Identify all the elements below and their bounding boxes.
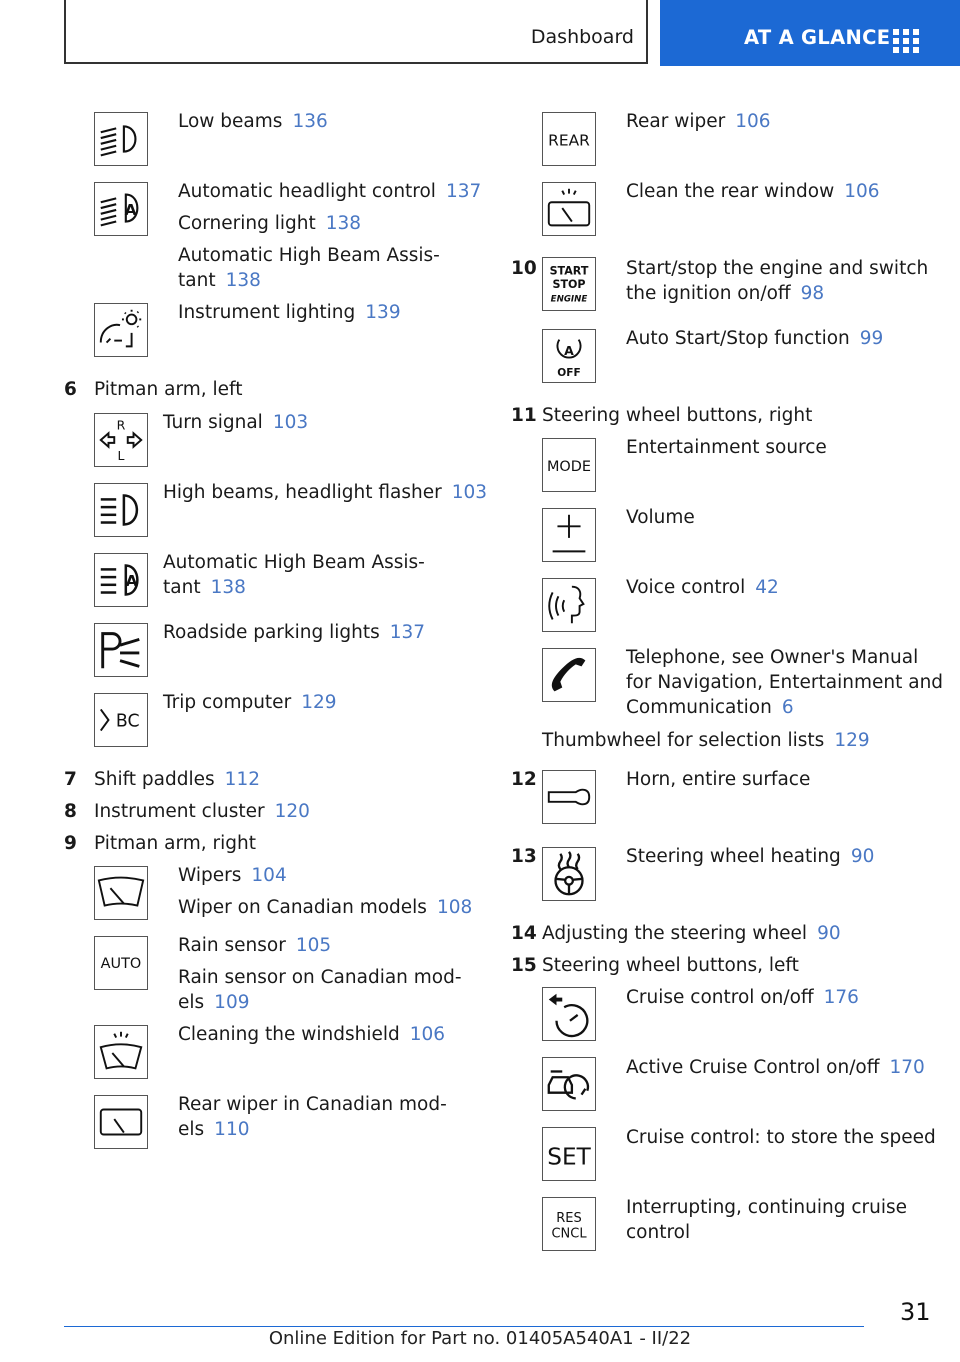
list-item: Instrument lighting 139 (178, 302, 401, 323)
page-ref-link[interactable]: 138 (225, 270, 261, 291)
page-ref-link[interactable]: 138 (210, 577, 246, 598)
list-item: Auto Start/Stop function 99 (626, 328, 884, 349)
page-ref-link[interactable]: 138 (325, 213, 362, 234)
list-item: Rear wiper 106 (626, 111, 771, 132)
list-item-heading: Shift paddles 112 (94, 769, 260, 790)
list-item: Cruise control: to store the speed (626, 1127, 936, 1148)
icon-a-label: A (564, 343, 574, 359)
item-number: 11 (511, 405, 537, 426)
item-number: 15 (511, 955, 537, 976)
icon-auto-label: AUTO (100, 955, 142, 972)
list-item: Steering wheel heating 90 (626, 846, 875, 867)
footer-edition-text: Online Edition for Part no. 01405A540A1 - II/22 (268, 1328, 692, 1349)
list-item: Wipers 104 (178, 865, 287, 886)
list-item: for Navigation, Entertainment and (626, 672, 944, 693)
icon-set-label: SET (547, 1144, 591, 1171)
grid-menu-icon[interactable] (893, 29, 923, 53)
page-ref-link[interactable]: 108 (436, 897, 473, 918)
icon-bc-label: BC (115, 711, 140, 732)
page-ref-link[interactable]: 129 (301, 692, 337, 713)
list-item: Rear wiper in Canadian mod- (178, 1094, 447, 1115)
item-number: 8 (64, 801, 77, 822)
volume-icon (542, 508, 596, 562)
page-ref-link[interactable]: 176 (823, 987, 859, 1008)
list-item: Start/stop the engine and switch (626, 258, 929, 279)
page-ref-link[interactable]: 137 (445, 181, 482, 202)
page-ref-link[interactable]: 6 (781, 697, 794, 718)
icon-letter-l: L (117, 448, 125, 464)
page-ref-link[interactable]: 136 (292, 111, 328, 132)
list-item: Cruise control on/off 176 (626, 987, 859, 1008)
list-item: Cornering light 138 (178, 213, 362, 234)
icon-mode-label: MODE (546, 458, 592, 475)
page-ref-link[interactable]: 99 (859, 328, 884, 349)
list-item: tant 138 (178, 270, 261, 291)
icon-off-label: OFF (557, 367, 581, 380)
header-section-box (64, 0, 648, 64)
active-cruise-control-icon (542, 1057, 596, 1111)
list-item-heading: Instrument cluster 120 (94, 801, 310, 822)
page-ref-link[interactable]: 110 (214, 1119, 250, 1140)
page-ref-link[interactable]: 106 (409, 1024, 446, 1045)
icon-engine-label: ENGINE (550, 294, 588, 305)
list-item: the ignition on/off 98 (626, 283, 825, 304)
list-item: Active Cruise Control on/off 170 (626, 1057, 925, 1078)
list-item: Clean the rear window 106 (626, 181, 880, 202)
list-item: Wiper on Canadian models 108 (178, 897, 473, 918)
list-item: Horn, entire surface (626, 769, 811, 790)
icon-start-label: START (549, 264, 589, 278)
page-ref-link[interactable]: 170 (889, 1057, 925, 1078)
list-item: Rain sensor 105 (178, 935, 332, 956)
header-section-title: Dashboard (530, 26, 634, 48)
list-item: Voice control 42 (626, 577, 779, 598)
auto-start-stop-icon (542, 329, 596, 383)
list-item: Rain sensor on Canadian mod- (178, 967, 462, 988)
page-ref-link[interactable]: 42 (755, 577, 779, 598)
page-ref-link[interactable]: 104 (251, 865, 287, 886)
page-ref-link[interactable]: 137 (389, 622, 426, 643)
list-item: tant 138 (163, 577, 246, 598)
list-item: Automatic High Beam Assis- (178, 245, 440, 266)
page-ref-link[interactable]: 90 (850, 846, 875, 867)
rear-wiper-canada-icon (94, 1095, 148, 1149)
list-item: Thumbwheel for selection lists 129 (542, 730, 870, 751)
list-item-heading: Pitman arm, left (94, 379, 243, 400)
header-chapter-title[interactable]: AT A GLANCE (744, 26, 891, 49)
page-ref-link[interactable]: 98 (800, 283, 825, 304)
item-number: 13 (511, 846, 537, 867)
list-item-heading: Steering wheel buttons, right (542, 405, 813, 426)
list-item: Entertainment source (626, 437, 827, 458)
icon-stop-label: STOP (552, 277, 586, 291)
list-item-heading: Pitman arm, right (94, 833, 256, 854)
list-item: Trip computer 129 (163, 692, 337, 713)
turn-signal-icon (94, 413, 148, 467)
icon-letter-a: A (124, 200, 137, 219)
icon-res-label: RES (556, 1211, 582, 1227)
page-ref-link[interactable]: 120 (274, 801, 310, 822)
telephone-icon (542, 648, 596, 702)
page-ref-link[interactable]: 105 (295, 935, 332, 956)
steering-wheel-heating-icon (542, 847, 596, 901)
page-number: 31 (900, 1298, 931, 1326)
list-item: Cleaning the windshield 106 (178, 1024, 446, 1045)
list-item: Interrupting, continuing cruise (626, 1197, 908, 1218)
high-beam-assistant-icon (94, 553, 148, 607)
item-number: 10 (511, 258, 537, 279)
parking-lights-icon (94, 623, 148, 677)
list-item-heading: Adjusting the steering wheel 90 (542, 923, 841, 944)
instrument-lighting-icon (94, 303, 148, 357)
item-number: 6 (64, 379, 77, 400)
list-item: Volume (626, 507, 695, 528)
page-ref-link[interactable]: 112 (224, 769, 260, 790)
icon-letter-a: A (125, 571, 138, 590)
header-chapter-box[interactable] (660, 0, 960, 66)
automatic-headlight-icon (94, 182, 148, 236)
list-item: els 109 (178, 992, 250, 1013)
icon-cncl-label: CNCL (551, 1226, 587, 1242)
page-ref-link[interactable]: 109 (214, 992, 250, 1013)
page-ref-link[interactable]: 106 (844, 181, 880, 202)
mode-button-icon (542, 438, 596, 492)
page-ref-link[interactable]: 103 (451, 482, 488, 503)
high-beams-icon (94, 483, 148, 537)
list-item: Roadside parking lights 137 (163, 622, 426, 643)
list-item: Communication 6 (626, 697, 794, 718)
rear-window-washer-icon (542, 182, 596, 236)
windshield-washer-icon (94, 1025, 148, 1079)
page-ref-link[interactable]: 129 (834, 730, 870, 751)
footer-divider (64, 1326, 864, 1327)
item-number: 7 (64, 769, 77, 790)
list-item-heading: Steering wheel buttons, left (542, 955, 799, 976)
list-item: High beams, headlight flasher 103 (163, 482, 488, 503)
list-item: Automatic High Beam Assis- (163, 552, 425, 573)
wipers-icon (94, 866, 148, 920)
page-ref-link[interactable]: 103 (272, 412, 309, 433)
icon-rear-label: REAR (548, 131, 590, 150)
rear-wiper-icon (542, 112, 596, 166)
low-beams-icon (94, 112, 148, 166)
start-stop-button-icon (542, 257, 596, 311)
voice-control-icon (542, 578, 596, 632)
res-cncl-icon (542, 1197, 596, 1251)
list-item: Automatic headlight control 137 (178, 181, 482, 202)
item-number: 14 (511, 923, 537, 944)
page-ref-link[interactable]: 106 (735, 111, 771, 132)
page-ref-link[interactable]: 139 (365, 302, 401, 323)
horn-icon (542, 770, 596, 824)
cruise-control-icon (542, 987, 596, 1041)
list-item: els 110 (178, 1119, 250, 1140)
list-item: Turn signal 103 (163, 412, 309, 433)
list-item: Low beams 136 (178, 111, 328, 132)
rain-sensor-icon (94, 936, 148, 990)
list-item: control (626, 1222, 691, 1243)
page-ref-link[interactable]: 90 (817, 923, 841, 944)
icon-letter-r: R (116, 417, 126, 433)
set-speed-icon (542, 1127, 596, 1181)
trip-computer-icon (94, 693, 148, 747)
item-number: 12 (511, 769, 537, 790)
list-item: Telephone, see Owner's Manual (626, 647, 919, 668)
item-number: 9 (64, 833, 77, 854)
